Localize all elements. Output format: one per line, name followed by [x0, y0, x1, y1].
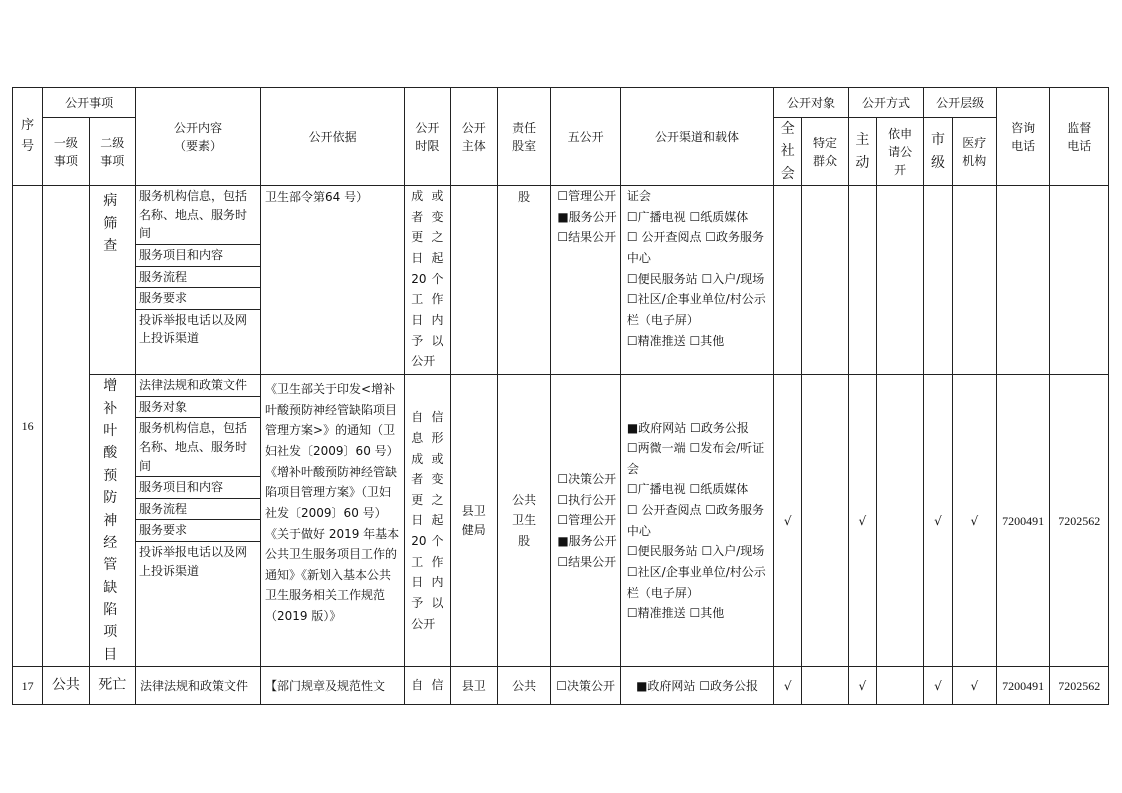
- header-level-med: 医疗机构: [952, 118, 996, 186]
- row17-l2: 死亡: [89, 667, 135, 705]
- row16-basis: 《卫生部关于印发<增补叶酸预防神经管缺陷项目管理方案>》的通知（卫妇社发〔2009〕60 号）《增补叶酸预防神经管缺陷项目管理方案》（卫妇社发〔2009〕60 号）《关于做好 2019 年基本公共卫生服务项目工作的通知》《新划入基本公共卫生服务相关工作规范（2019 版）》: [261, 375, 405, 667]
- header-office: 责任股室: [497, 88, 550, 186]
- cont-method-apply: [876, 186, 923, 375]
- limit-line: 予 以: [411, 333, 444, 348]
- row17-office: 公共: [497, 667, 550, 705]
- header-content: 公开内容（要素）: [136, 88, 261, 186]
- limit-line: 20 个: [411, 271, 444, 286]
- header-supervise: 监督电话: [1050, 88, 1109, 186]
- row-l1-cell: [43, 186, 89, 667]
- row16-target-specific: [802, 375, 848, 667]
- header-limit: 公开时限: [405, 88, 450, 186]
- cont-subject: [450, 186, 497, 375]
- header-item-l2: 二级事项: [89, 118, 135, 186]
- limit-line: 日 内: [411, 312, 444, 327]
- cont-l2: 病筛查: [89, 186, 135, 375]
- limit-line: 工 作: [411, 554, 444, 569]
- five-item: ■服务公开: [557, 534, 617, 549]
- row16-method-apply: [876, 375, 923, 667]
- header-method-apply: 依申请公开: [876, 118, 923, 186]
- cont-content: [136, 186, 261, 375]
- limit-line: 公开: [411, 354, 436, 369]
- header-subject: 公开主体: [450, 88, 497, 186]
- five-item: ☐执行公开: [557, 492, 617, 507]
- channel-item: ☐广播电视 ☐纸质媒体: [626, 209, 749, 224]
- row17-limit: 自 信: [405, 667, 450, 705]
- header-method-active: 主动: [848, 118, 876, 186]
- content-item: 服务要求: [136, 520, 260, 542]
- content-item: 投诉举报电话以及网上投诉渠道: [139, 312, 248, 346]
- channel-item: ☐精准推送 ☐其他: [626, 333, 725, 348]
- limit-line: 日 内: [411, 575, 444, 590]
- limit-line: 更 之: [411, 230, 444, 245]
- cont-consult: [996, 186, 1049, 375]
- limit-line: 成 或: [411, 451, 444, 466]
- row16-level-med: √: [952, 375, 996, 667]
- cont-five: [551, 186, 621, 375]
- row16-subject: 县卫健局: [450, 375, 497, 667]
- five-item: ■服务公开: [557, 209, 617, 224]
- header-item-l1: 一级事项: [43, 118, 89, 186]
- five-item: ☐结果公开: [557, 230, 617, 245]
- limit-line: 20 个: [411, 534, 444, 549]
- row17-subject: 县卫: [450, 667, 497, 705]
- five-item: ☐管理公开: [557, 189, 617, 204]
- header-seq: 序号: [13, 88, 43, 186]
- limit-line: 息 形: [411, 430, 444, 445]
- row-seq-cell: 16: [13, 186, 43, 667]
- row16-consult: 7200491: [996, 375, 1049, 667]
- content-item: 服务流程: [136, 266, 260, 288]
- channel-item: ☐精准推送 ☐其他: [626, 606, 725, 621]
- row17-method-apply: [876, 667, 923, 705]
- header-consult: 咨询电话: [996, 88, 1049, 186]
- five-item: ☐决策公开: [557, 472, 617, 487]
- row16-limit: [405, 375, 450, 667]
- limit-line: 工 作: [411, 292, 444, 307]
- channel-item: ☐社区/企事业单位/村公示栏（电子屏）: [626, 564, 766, 600]
- header-target-group: 公开对象: [774, 88, 849, 118]
- limit-line: 日 起: [411, 513, 444, 528]
- channel-item: 证会: [626, 189, 651, 204]
- row17-seq: 17: [13, 667, 43, 705]
- cont-target-all: [774, 186, 802, 375]
- table-row: [13, 375, 1109, 667]
- header-target-all: 全社会: [774, 118, 802, 186]
- row16-office: 公共卫生股: [497, 375, 550, 667]
- row16-level-city: √: [924, 375, 952, 667]
- row16-method-active: √: [848, 375, 876, 667]
- limit-line: 成 或: [411, 189, 444, 204]
- row17-content: 法律法规和政策文件: [136, 667, 261, 705]
- channel-item: ☐便民服务站 ☐入户/现场: [626, 544, 765, 559]
- limit-line: 予 以: [411, 595, 444, 610]
- content-item: 服务项目和内容: [136, 477, 260, 499]
- content-item: 服务机构信息，包括名称、地点、服务时间: [136, 418, 260, 477]
- header-level-city: 市级: [924, 118, 952, 186]
- limit-line: 日 起: [411, 251, 444, 266]
- row17-supervise: 7202562: [1050, 667, 1109, 705]
- content-item: 服务对象: [136, 396, 260, 418]
- limit-line: 自 信: [411, 410, 444, 425]
- channel-item: ☐ 公开查阅点 ☐政务服务中心: [626, 230, 765, 266]
- cont-target-specific: [802, 186, 848, 375]
- five-item: ☐管理公开: [557, 513, 617, 528]
- row17-l1: 公共: [43, 667, 89, 705]
- row17-level-city: √: [924, 667, 952, 705]
- channel-item: ☐ 公开查阅点 ☐政务服务中心: [626, 503, 765, 538]
- header-method-group: 公开方式: [848, 88, 924, 118]
- row17-basis: 【部门规章及规范性文: [261, 667, 405, 705]
- five-item: ☐结果公开: [557, 554, 617, 569]
- row17-level-med: √: [952, 667, 996, 705]
- row17-five: ☐决策公开: [551, 667, 621, 705]
- row17-channel: ■政府网站 ☐政务公报: [620, 667, 773, 705]
- row16-target-all: √: [774, 375, 802, 667]
- row17-method-active: √: [848, 667, 876, 705]
- content-item: 投诉举报电话以及网上投诉渠道: [139, 544, 248, 578]
- header-five: 五公开: [551, 88, 621, 186]
- header-target-specific: 特定群众: [802, 118, 848, 186]
- row16-l2: 增补叶酸预防神经管缺陷项目: [89, 375, 135, 667]
- row17-target-specific: [802, 667, 848, 705]
- header-level-group: 公开层级: [924, 88, 997, 118]
- channel-item: ☐便民服务站 ☐入户/现场: [626, 271, 765, 286]
- limit-line: 者 变: [411, 209, 444, 224]
- content-item: 法律法规和政策文件: [136, 375, 260, 396]
- cont-limit: [405, 186, 450, 375]
- limit-line: 者 变: [411, 472, 444, 487]
- channel-item: ☐广播电视 ☐纸质媒体: [626, 482, 749, 497]
- header-channel: 公开渠道和载体: [620, 88, 773, 186]
- row17-consult: 7200491: [996, 667, 1049, 705]
- row16-five: [551, 375, 621, 667]
- content-item: 服务项目和内容: [136, 244, 260, 266]
- channel-item: ■政府网站 ☐政务公报: [626, 420, 749, 435]
- content-item: 服务流程: [136, 498, 260, 520]
- table-row: [13, 186, 1109, 375]
- cont-level-med: [952, 186, 996, 375]
- channel-item: ☐两微一端 ☐发布会/听证会: [626, 441, 765, 476]
- header-item-group: 公开事项: [43, 88, 136, 118]
- row16-content: [136, 375, 261, 667]
- content-item: 服务机构信息，包括名称、地点、服务时间: [136, 186, 260, 244]
- cont-channel: [620, 186, 773, 375]
- row16-channel: [620, 375, 773, 667]
- cont-office: 股: [497, 186, 550, 375]
- cont-level-city: [924, 186, 952, 375]
- channel-item: ☐社区/企事业单位/村公示栏（电子屏）: [626, 292, 766, 327]
- disclosure-table: [12, 87, 1109, 705]
- cont-method-active: [848, 186, 876, 375]
- content-item: 服务要求: [136, 288, 260, 310]
- row17-target-all: √: [774, 667, 802, 705]
- limit-line: 更 之: [411, 492, 444, 507]
- limit-line: 公开: [411, 616, 436, 631]
- row16-supervise: 7202562: [1050, 375, 1109, 667]
- cont-supervise: [1050, 186, 1109, 375]
- table-row: [13, 667, 1109, 705]
- header-basis: 公开依据: [261, 88, 405, 186]
- cont-basis: 卫生部令第64 号）: [261, 186, 405, 375]
